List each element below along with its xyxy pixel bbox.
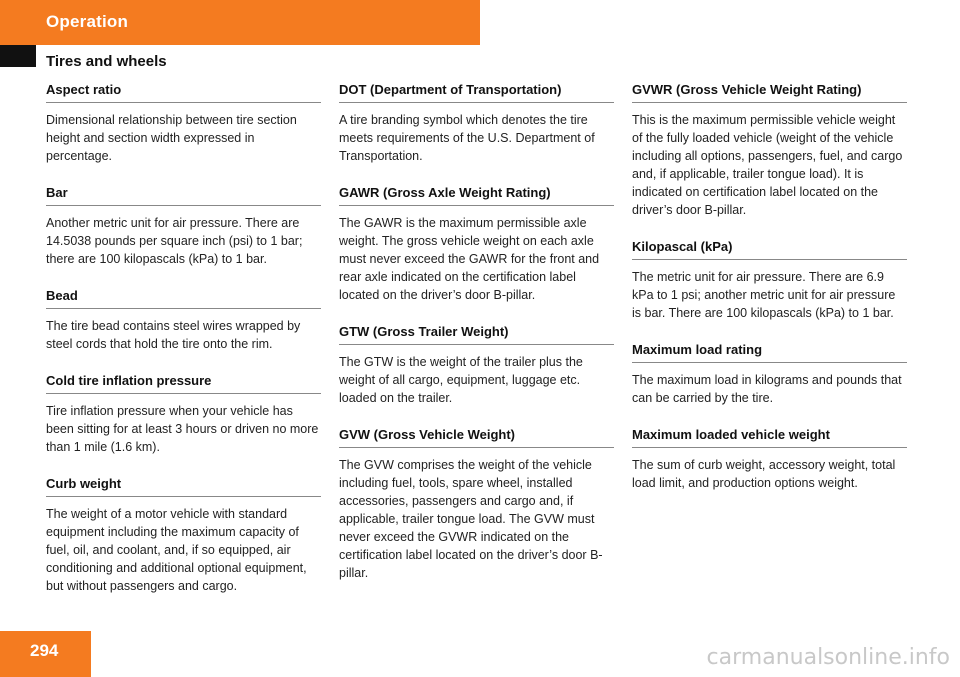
glossary-entry	[339, 427, 614, 582]
entry-definition: Another metric unit for air pressure. There are 14.5038 pounds per square inch (psi) to 1 bar; there are 100 kilopascals (kPa) to 1 bar.	[46, 216, 303, 266]
entry-definition: The GTW is the weight of the trailer plus the weight of all cargo, equipment, luggage etc. loaded on the trailer.	[339, 355, 583, 405]
entry-definition: A tire branding symbol which denotes the tire meets requirements of the U.S. Department of Transportation.	[339, 113, 595, 163]
entry-definition: The weight of a motor vehicle with standard equipment including the maximum capacity of fuel, oil, and coolant, and, if so equipped, air conditioning and additional optional equipment, but without passengers and cargo.	[46, 507, 307, 593]
chapter-title: Operation	[46, 12, 129, 31]
glossary-entry	[46, 185, 321, 268]
glossary-entry	[632, 342, 907, 407]
entry-definition: Dimensional relationship between tire section height and section width expressed in percentage.	[46, 113, 297, 163]
glossary-entry	[339, 82, 614, 165]
section-title: Tires and wheels	[46, 53, 167, 70]
entry-term: Aspect ratio	[46, 82, 321, 103]
entry-definition: Tire inflation pressure when your vehicle has been sitting for at least 3 hours or driven no more than 1 mile (1.6 km).	[46, 404, 319, 454]
chapter-header	[0, 0, 480, 45]
entry-term: GAWR (Gross Axle Weight Rating)	[339, 185, 614, 206]
entry-term: Kilopascal (kPa)	[632, 239, 907, 260]
glossary-entry	[46, 373, 321, 456]
entry-term: Bead	[46, 288, 321, 309]
entry-definition: This is the maximum permissible vehicle weight of the fully loaded vehicle (weight of the vehicle including all options, passengers, fuel, and cargo and, if applicable, trailer tongue load). It is indicated on certification label located on the driver’s door B-pillar.	[632, 113, 903, 217]
column-2	[339, 82, 614, 602]
glossary-entry	[46, 476, 321, 595]
entry-term: Bar	[46, 185, 321, 206]
entry-definition: The GVW comprises the weight of the vehicle including fuel, tools, spare wheel, installed accessories, passengers and cargo and, if applicable, trailer tongue load. The GVW must never exceed the GVWR indicated on the certification label located on the driver’s door B-pillar.	[339, 458, 603, 580]
entry-definition: The metric unit for air pressure. There are 6.9 kPa to 1 psi; another metric unit for air pressure is bar. There are 100 kilopascals (kPa) to 1 bar.	[632, 270, 896, 320]
entry-definition: The tire bead contains steel wires wrapped by steel cords that hold the tire onto the rim.	[46, 319, 301, 351]
glossary-entry	[339, 185, 614, 304]
page-number: 294	[30, 641, 59, 660]
entry-term: GVWR (Gross Vehicle Weight Rating)	[632, 82, 907, 103]
entry-definition: The sum of curb weight, accessory weight, total load limit, and production options weight.	[632, 458, 896, 490]
page-number-box	[0, 631, 91, 677]
entry-term: Cold tire inflation pressure	[46, 373, 321, 394]
entry-definition: The maximum load in kilograms and pounds that can be carried by the tire.	[632, 373, 902, 405]
entry-term: GVW (Gross Vehicle Weight)	[339, 427, 614, 448]
entry-definition: The GAWR is the maximum permissible axle weight. The gross vehicle weight on each axle must never exceed the GAWR for the front and rear axle indicated on the certification label located on the driver’s door B-pillar.	[339, 216, 600, 302]
column-3	[632, 82, 907, 512]
glossary-entry	[46, 288, 321, 353]
entry-term: GTW (Gross Trailer Weight)	[339, 324, 614, 345]
section-marker	[0, 45, 36, 67]
entry-term: Maximum loaded vehicle weight	[632, 427, 907, 448]
column-1	[46, 82, 321, 615]
watermark: carmanualsonline.info	[706, 645, 950, 670]
glossary-entry	[632, 239, 907, 322]
glossary-entry	[632, 82, 907, 219]
entry-term: Curb weight	[46, 476, 321, 497]
glossary-entry	[632, 427, 907, 492]
glossary-entry	[339, 324, 614, 407]
glossary-entry	[46, 82, 321, 165]
entry-term: DOT (Department of Transportation)	[339, 82, 614, 103]
entry-term: Maximum load rating	[632, 342, 907, 363]
